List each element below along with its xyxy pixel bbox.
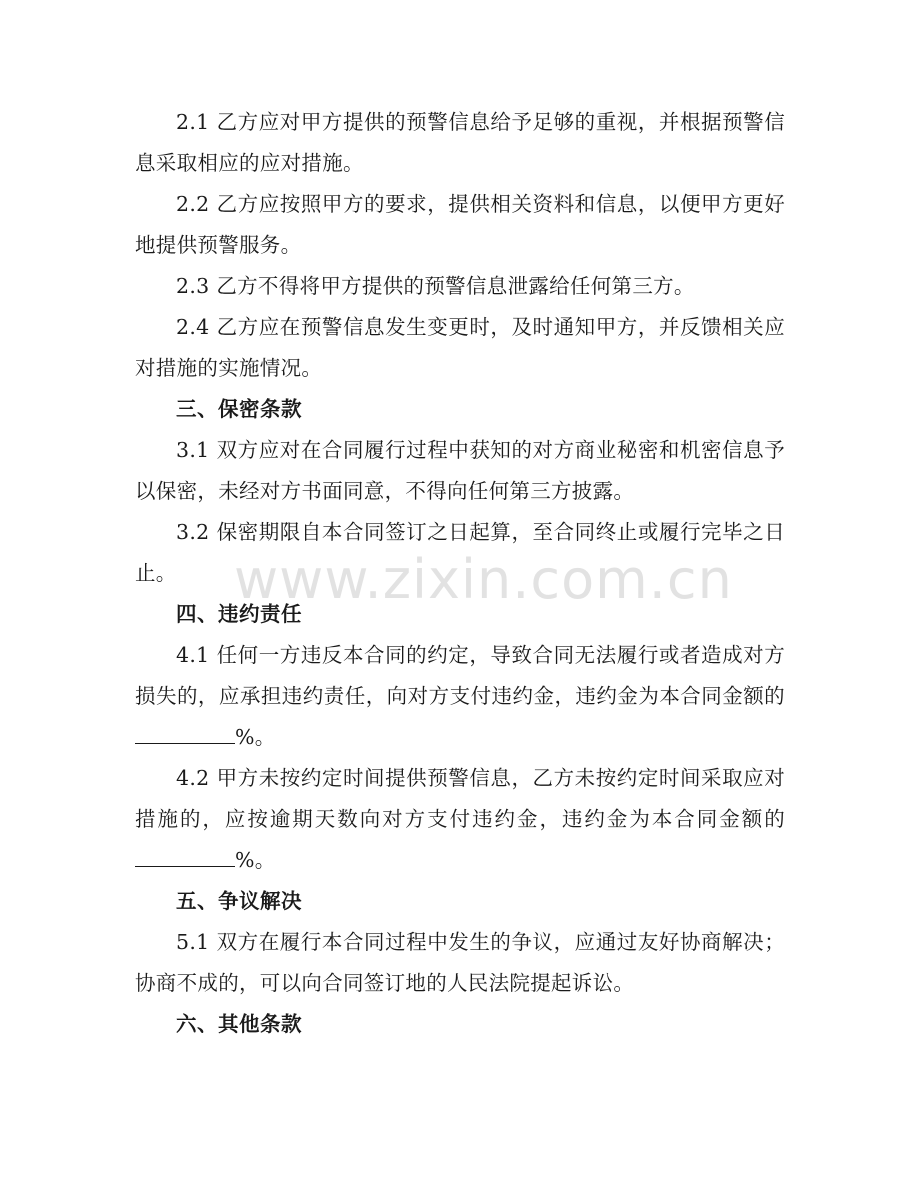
section-heading-dispute: 五、争议解决 — [176, 889, 302, 913]
section-heading-other: 六、其他条款 — [176, 1012, 302, 1036]
fill-blank-4-1 — [135, 721, 235, 744]
watermark-text: www.zixin.com.cn — [234, 548, 733, 611]
clause-4-1 — [135, 635, 785, 758]
clause-2-4: 2.4 乙方应在预警信息发生变更时，及时通知甲方，并反馈相关应对措施的实施情况。 — [135, 315, 785, 380]
clause-4-1-text: 4.1 任何一方违反本合同的约定，导致合同无法履行或者造成对方损失的，应承担违约责任，向对方支付违约金，违约金为本合同金额的 — [135, 643, 785, 708]
fill-blank-4-2 — [135, 844, 235, 867]
section-heading-liability: 四、违约责任 — [176, 602, 302, 626]
clause-2-2: 2.2 乙方应按照甲方的要求，提供相关资料和信息，以便甲方更好地提供预警服务。 — [135, 192, 785, 257]
clause-4-1-suffix: %。 — [235, 725, 276, 749]
clause-2-3: 2.3 乙方不得将甲方提供的预警信息泄露给任何第三方。 — [176, 274, 695, 298]
clause-5-1: 5.1 双方在履行本合同过程中发生的争议，应通过友好协商解决；协商不成的，可以向合同签订地的人民法院提起诉讼。 — [135, 930, 785, 995]
clause-3-2: 3.2 保密期限自本合同签订之日起算，至合同终止或履行完毕之日止。 — [135, 520, 785, 585]
clause-4-2-suffix: %。 — [235, 848, 276, 872]
clause-3-1: 3.1 双方应对在合同履行过程中获知的对方商业秘密和机密信息予以保密，未经对方书面同意，不得向任何第三方披露。 — [135, 438, 785, 503]
section-heading-confidentiality: 三、保密条款 — [176, 397, 302, 421]
clause-4-2-text: 4.2 甲方未按约定时间提供预警信息，乙方未按约定时间采取应对措施的，应按逾期天数向对方支付违约金，违约金为本合同金额的 — [135, 766, 785, 831]
clause-4-2 — [135, 758, 785, 881]
clause-2-1: 2.1 乙方应对甲方提供的预警信息给予足够的重视，并根据预警信息采取相应的应对措施。 — [135, 110, 785, 175]
